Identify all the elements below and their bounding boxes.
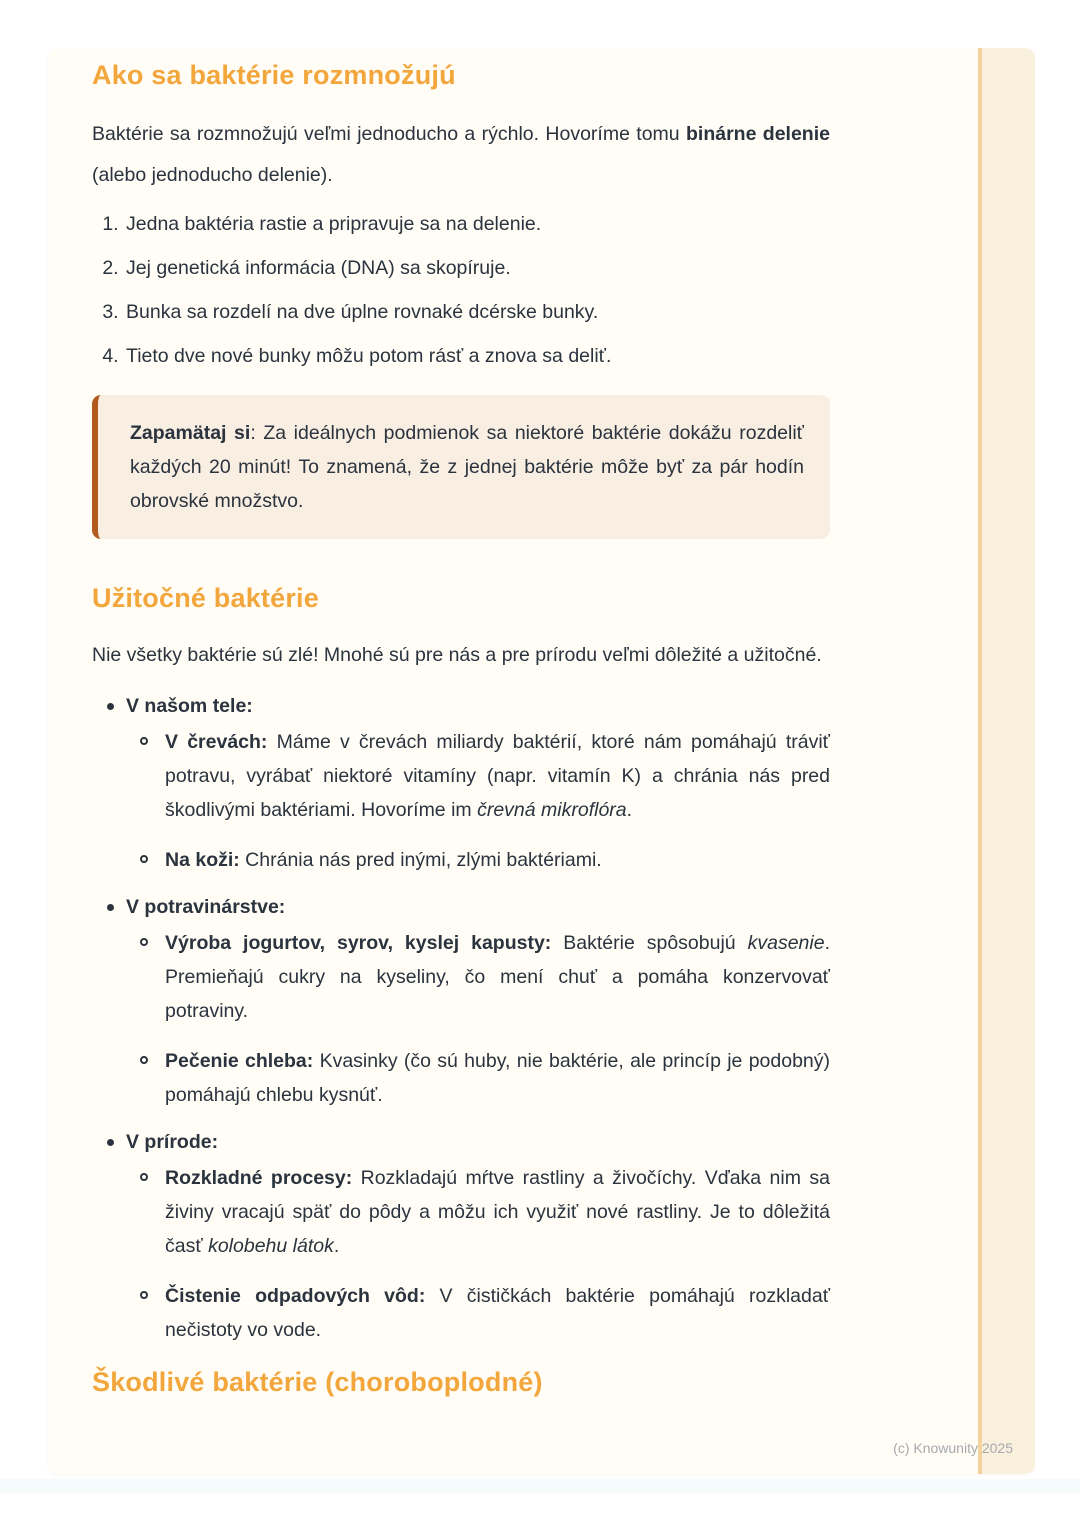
- list-item-text: Čistenie odpadových vôd: V čističkách baktérie pomáhajú rozkladať nečistoty vo vode.: [165, 1285, 831, 1341]
- group-title: [106, 893, 830, 922]
- section-heading-harmful: Škodlivé baktérie (choroboplodné): [92, 1367, 543, 1397]
- list-item: [140, 926, 830, 1028]
- bullet-icon: [107, 1139, 114, 1146]
- intro-paragraph: Baktérie sa rozmnožujú veľmi jednoducho a rýchlo. Hovoríme tomu binárne delenie (alebo jednoducho delenie).: [92, 123, 830, 186]
- useful-intro-paragraph: Nie všetky baktérie sú zlé! Mnohé sú pre nás a pre prírodu veľmi dôležité a užitočné.: [92, 644, 822, 666]
- document-page: [48, 48, 1035, 1474]
- group-title-label: V prírode:: [126, 1131, 219, 1153]
- circle-bullet-icon: [140, 938, 148, 946]
- list-item: [140, 725, 830, 827]
- copyright-note: (c) Knowunity 2025: [893, 1440, 1013, 1456]
- section-heading-reproduction: Ako sa baktérie rozmnožujú: [92, 60, 456, 90]
- division-steps-list: [92, 210, 830, 371]
- list-item-text: Pečenie chleba: Kvasinky (čo sú huby, nie baktérie, ale princíp je podobný) pomáhajú chlebu kysnúť.: [165, 1050, 831, 1106]
- sub-list: [106, 1161, 830, 1347]
- list-item-text: Výroba jogurtov, syrov, kyslej kapusty: Baktérie spôsobujú kvasenie. Premieňajú cukry na kyseliny, čo mení chuť a pomáha konzervovať potraviny.: [165, 932, 830, 1022]
- group-body: [106, 692, 830, 877]
- useful-bacteria-list: [92, 692, 830, 1347]
- sub-list: [106, 725, 830, 877]
- list-item: [140, 1044, 830, 1112]
- circle-bullet-icon: [140, 1056, 148, 1064]
- list-item-text: Na koži: Chránia nás pred inými, zlými baktériami.: [165, 849, 602, 871]
- section-heading-useful: Užitočné baktérie: [92, 583, 319, 613]
- group-title: [106, 692, 830, 721]
- circle-bullet-icon: [140, 737, 148, 745]
- page-edge-decoration: [978, 48, 1035, 1474]
- group-title: [106, 1128, 830, 1157]
- list-item: [140, 1161, 830, 1263]
- circle-bullet-icon: [140, 855, 148, 863]
- list-item: [140, 1279, 830, 1347]
- list-item: 1. Jedna baktéria rastie a pripravuje sa na delenie.: [124, 210, 830, 239]
- bullet-icon: [107, 703, 114, 710]
- page-content: [92, 56, 830, 1401]
- sub-list: [106, 926, 830, 1112]
- page-bottom-edge: [0, 1479, 1080, 1494]
- list-item: 2. Jej genetická informácia (DNA) sa skopíruje.: [124, 254, 830, 283]
- group-food: [106, 893, 830, 1112]
- list-item-text: Rozkladné procesy: Rozkladajú mŕtve rastliny a živočíchy. Vďaka nim sa živiny vracajú späť do pôdy a môžu ich využiť nové rastliny. Je to dôležitá časť kolobehu látok.: [165, 1167, 830, 1257]
- list-item: 4. Tieto dve nové bunky môžu potom rásť a znova sa deliť.: [124, 342, 830, 371]
- remember-callout: Zapamätaj si: Za ideálnych podmienok sa niektoré baktérie dokážu rozdeliť každých 20 minút! To znamená, že z jednej baktérie môže byť za pár hodín obrovské množstvo.: [92, 395, 830, 539]
- list-item-text: V črevách: Máme v črevách miliardy baktérií, ktoré nám pomáhajú tráviť potravu, vyrábať niektoré vitamíny (napr. vitamín K) a chránia nás pred škodlivými baktériami. Hovoríme im črevná mikroflóra.: [165, 731, 830, 821]
- group-title-label: V potravinárstve:: [126, 896, 286, 918]
- list-item: [140, 843, 830, 877]
- bullet-icon: [107, 904, 114, 911]
- list-item: 3. Bunka sa rozdelí na dve úplne rovnaké dcérske bunky.: [124, 298, 830, 327]
- circle-bullet-icon: [140, 1173, 148, 1181]
- group-title-label: V našom tele:: [126, 695, 253, 717]
- group-nature: [106, 1128, 830, 1347]
- circle-bullet-icon: [140, 1291, 148, 1299]
